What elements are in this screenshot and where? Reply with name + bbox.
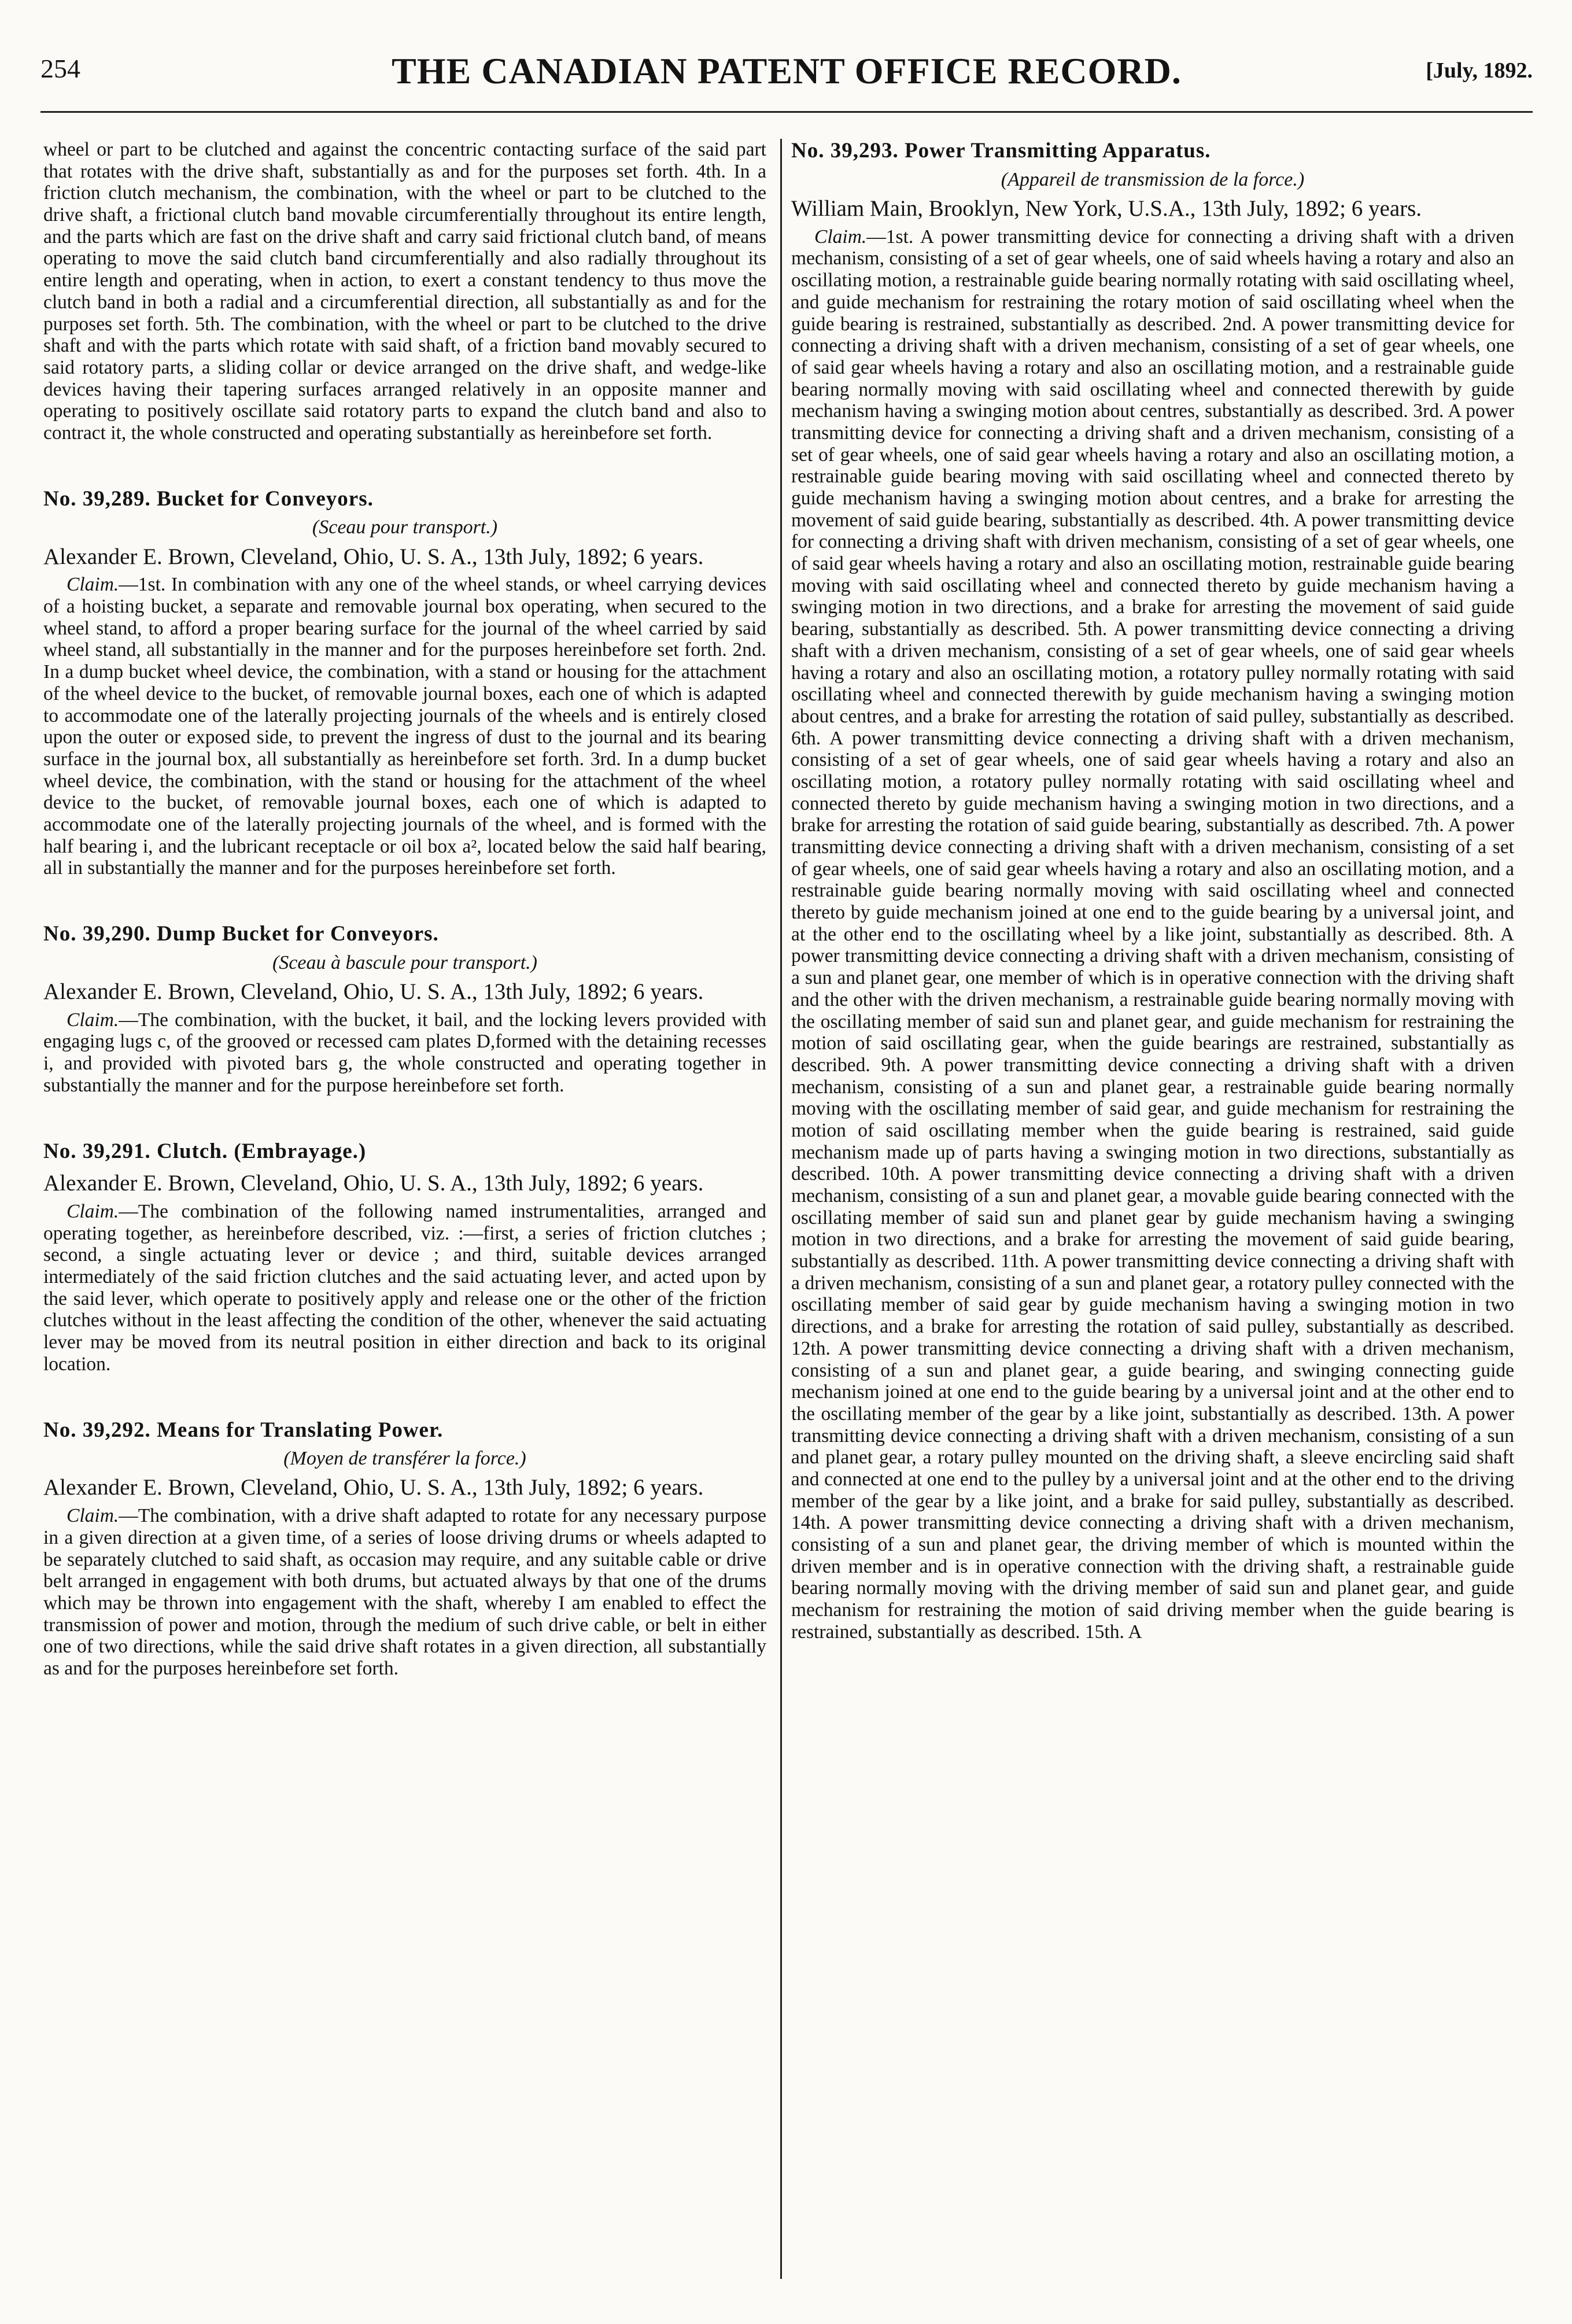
column-divider	[780, 139, 782, 2279]
entry-heading: No. 39,291. Clutch. (Embrayage.)	[43, 1139, 367, 1163]
entry-subtitle: (Sceau à bascule pour transport.)	[272, 951, 537, 973]
entry-inventor: Alexander E. Brown, Cleveland, Ohio, U. S. A., 13th July, 1892; 6 years.	[43, 979, 704, 1004]
claim-label: Claim.	[814, 226, 867, 248]
entry-claim	[43, 1505, 766, 1680]
claim-text: —The combination, with the bucket, it bail, and the locking levers provided with engaging lugs c, of the grooved or recessed cam plates D,formed with the detaining recesses i, and provided with pivoted bars g, the whole constructed and operating together in substantially the manner and for the purpose hereinbefore set forth.	[43, 1009, 766, 1096]
patent-entry-39292	[43, 1418, 766, 1680]
claim-text: —The combination of the following named instrumentalities, arranged and operating together, as hereinbefore described, viz. :—first, a series of friction clutches ; second, a single actuating lever or device ; and third, suitable devices arranged intermediately of the said friction clutches and the said actuating lever, and acted upon by the said lever, which operate to positively apply and release one or the other of the friction clutches without in the least affecting the condition of the other, whenever the said actuating lever may be moved from its neutral position in either direction and back to its original location.	[43, 1201, 766, 1375]
entry-inventor: Alexander E. Brown, Cleveland, Ohio, U. S. A., 13th July, 1892; 6 years.	[43, 1475, 704, 1500]
entry-heading: No. 39,293. Power Transmitting Apparatus.	[791, 139, 1211, 163]
entry-claim	[791, 226, 1514, 1643]
continuation-text: wheel or part to be clutched and against the concentric contacting surface of the said part that rotates with the drive shaft, substantially as and for the purposes set forth. 4th. In a friction clutch mechanism, the combination, with the wheel or part to be clutched to the drive shaft, a frictional clutch band movable circumferentially throughout its entire length, and the parts which are fast on the drive shaft and carry said frictional clutch band, of means operating to move the said clutch band circumferentially and also radially throughout its entire length and operating, when in action, to exert a constant tendency to thus move the clutch band in both a radial and a circumferential direction, all substantially as and for the purposes set forth. 5th. The combination, with the wheel or part to be clutched to the drive shaft and with the parts which rotate with said shaft, of a friction band movably secured to said rotatory parts, a sliding collar or device arranged on the drive shaft, and wedge-like devices having their tapering surfaces arranged relatively in an opposite manner and operating to positively oscillate said rotatory parts to expand the clutch band and also to contract it, the whole constructed and operating substantially as hereinbefore set forth.	[43, 139, 766, 444]
claim-text: —The combination, with a drive shaft adapted to rotate for any necessary purpose in a given direction at a given time, of a series of loose driving drums or wheels adapted to be separately clutched to said shaft, as occasion may require, and any suitable cable or drive belt arranged in engagement with both drums, but actuated always by that one of the drums which may be thrown into engagement with the shaft, whereby I am enabled to effect the transmission of power and motion, through the medium of such drive cable, or belt in either one of two directions, while the said drive shaft rotates in a given direction, all substantially as and for the purposes hereinbefore set forth.	[43, 1505, 766, 1680]
header-rule	[40, 111, 1533, 113]
claim-text: —1st. A power transmitting device for connecting a driving shaft with a driven mechanism, consisting of a set of gear wheels, one of said wheels having a rotary and also an oscillating motion, a restrainable guide bearing normally rotating with said oscillating wheel, and guide mechanism for restraining the rotary motion of said oscillating wheel when the guide bearing is restrained, substantially as described. 2nd. A power transmitting device for connecting a driving shaft with a driven mechanism, consisting of a set of gear wheels, one of said gear wheels having a rotary and also an oscillating motion, and a restrainable guide bearing normally moving with said oscillating wheel and connected therewith by guide mechanism having a swinging motion about centres, substantially as described. 3rd. A power transmitting device for connecting a driving shaft and a driven mechanism, consisting of a set of gear wheels, one of said gear wheels having a rotary and also an oscillating motion, a restrainable guide bearing moving with said oscillating wheel and connected thereto by guide mechanism having a swinging motion about centres, and a brake for arresting the movement of said guide bearing, substantially as described. 4th. A power transmitting device for connecting a driving shaft with driven mechanism, consisting of a set of gear wheels, one of said gear wheels having a rotary and also an oscillating motion, restrainable guide bearing moving with said oscillating wheel and connected thereto by guide mechanism having a swinging motion in two directions, and a brake for arresting the movement of said guide bearing, substantially as described. 5th. A power transmitting device connecting a driving shaft with a driven mechanism, consisting of a set of gear wheels, one of said gear wheels having a rotary and also an oscillating motion, a rotatory pulley normally rotating with said oscillating wheel and connected therewith by guide mechanism having a swinging motion about centres, and a brake for arresting the rotation of said pulley, substantially as described. 6th. A power transmitting device connecting a driving shaft with a driven mechanism, consisting of a set of gear wheels, one of said gear wheels having a rotary and also an oscillating motion, a rotatory pulley normally rotating with said oscillating wheel and connected thereto by guide mechanism having a swinging motion in two directions, and a brake for arresting the rotation of said guide bearing, substantially as described. 7th. A power transmitting device connecting a driving shaft with a driven mechanism, consisting of a set of gear wheels, one of said gear wheels having a rotary and also an oscillating motion, and a restrainable guide bearing normally moving with said oscillating wheel and connected thereto by guide mechanism joined at one end to the guide bearing by a universal joint, and at the other end to the oscillating wheel by a like joint, substantially as described. 8th. A power transmitting device connecting a driving shaft with a driven mechanism, consisting of a sun and planet gear, one member of which is in operative connection with the driving shaft and the other with the driven mechanism, a restrainable guide bearing normally moving with the oscillating member of said sun and planet gear, and guide mechanism for restraining the motion of said oscillating gear, when the guide bearings are restrained, substantially as described. 9th. A power transmitting device connecting a driving shaft with a driven mechanism, consisting of a sun and planet gear, a restrainable guide bearing normally moving with the oscillating member of said gear, and guide mechanism for restraining the motion of said oscillating member when the guide bearing is restrained, said guide mechanism made up of parts having a swinging motion in two directions, substantially as described. 10th. A power transmitting device connecting a driving shaft with a driven mechanism, consisting of a sun and planet gear, a movable guide bearing connected with the oscillating member of said sun and planet gear by guide mechanism having a swinging motion in two directions, and a brake for arresting the movement of said guide bearing, substantially as described. 11th. A power transmitting device connecting a driving shaft with a driven mechanism, consisting of a sun and planet gear, a rotatory pulley connected with the oscillating member of said gear by guide mechanism having a swinging motion in two directions, and a brake for arresting the rotation of said pulley, substantially as described. 12th. A power transmitting device connecting a driving shaft with a driven mechanism, consisting of a sun and planet gear, a guide bearing, and swinging connecting guide mechanism joined at one end to the guide bearing by a universal joint and at the other end to the oscillating member of the gear by a like joint, substantially as described. 13th. A power transmitting device connecting a driving shaft with a driven mechanism, consisting of a sun and planet gear, a rotary pulley mounted on the driving shaft, a sleeve encircling said shaft and connected at one end to the pulley by a universal joint and at the other end to the driving member of the gear by a like joint, and a brake for said pulley, substantially as described. 14th. A power transmitting device connecting a driving shaft with a driven mechanism, consisting of a sun and planet gear, the driving member of which is mounted within the driven member and is in operative connection with the driving shaft, a restrainable guide bearing normally moving with the driving member of said sun and planet gear, and guide mechanism for restraining the motion of said driving member when the guide bearing is restrained, substantially as described. 15th. A	[791, 226, 1514, 1643]
patent-entry-39291	[43, 1139, 766, 1375]
journal-title: THE CANADIAN PATENT OFFICE RECORD.	[392, 50, 1182, 91]
right-column	[791, 139, 1514, 1643]
entry-inventor: William Main, Brooklyn, New York, U.S.A., 13th July, 1892; 6 years.	[791, 195, 1422, 221]
entry-inventor: Alexander E. Brown, Cleveland, Ohio, U. S. A., 13th July, 1892; 6 years.	[43, 544, 704, 569]
entry-claim	[43, 1009, 766, 1097]
patent-entry-39290	[43, 922, 766, 1097]
page-header	[35, 50, 1538, 105]
patent-entry-39293	[791, 139, 1514, 1643]
entry-subtitle: (Moyen de transférer la force.)	[283, 1448, 526, 1470]
issue-date: [July, 1892.	[1426, 58, 1533, 83]
claim-label: Claim.	[67, 1505, 119, 1527]
entry-subtitle: (Appareil de transmission de la force.)	[1001, 168, 1305, 190]
left-column	[43, 139, 766, 1680]
page-number: 254	[40, 54, 80, 83]
patent-entry-39289	[43, 487, 766, 879]
entry-subtitle: (Sceau pour transport.)	[312, 517, 498, 538]
claim-label: Claim.	[67, 1009, 119, 1031]
claim-text: —1st. In combination with any one of the wheel stands, or wheel carrying devices of a hoisting bucket, a separate and removable journal box operating, when secured to the wheel stand, to afford a proper bearing surface for the journal of the wheel carried by said wheel stand, all substantially in the manner and for the purposes hereinbefore set forth. 2nd. In a dump bucket wheel device, the combination, with a stand or housing for the attachment of the wheel device to the bucket, of removable journal boxes, each one of which is adapted to accommodate one of the laterally projecting journals of the wheels and is entirely closed upon the outer or exposed side, to prevent the ingress of dust to the journal and its bearing surface in the journal box, all substantially as hereinbefore set forth. 3rd. In a dump bucket wheel device, the combination, with the stand or housing for the attachment of the wheel device to the bucket, of removable journal boxes, each one of which is adapted to accommodate one of the laterally projecting journals of the wheel, and is formed with the half bearing i, and the lubricant receptacle or oil box a², located below the said half bearing, all in substantially the manner and for the purposes hereinbefore set forth.	[43, 574, 766, 879]
entry-heading: No. 39,289. Bucket for Conveyors.	[43, 486, 374, 511]
claim-label: Claim.	[67, 1201, 119, 1223]
entry-heading: No. 39,290. Dump Bucket for Conveyors.	[43, 922, 439, 946]
entry-inventor: Alexander E. Brown, Cleveland, Ohio, U. S. A., 13th July, 1892; 6 years.	[43, 1171, 704, 1196]
entry-heading: No. 39,292. Means for Translating Power.	[43, 1418, 444, 1442]
claim-label: Claim.	[67, 574, 119, 596]
entry-claim	[43, 574, 766, 879]
entry-claim	[43, 1201, 766, 1375]
